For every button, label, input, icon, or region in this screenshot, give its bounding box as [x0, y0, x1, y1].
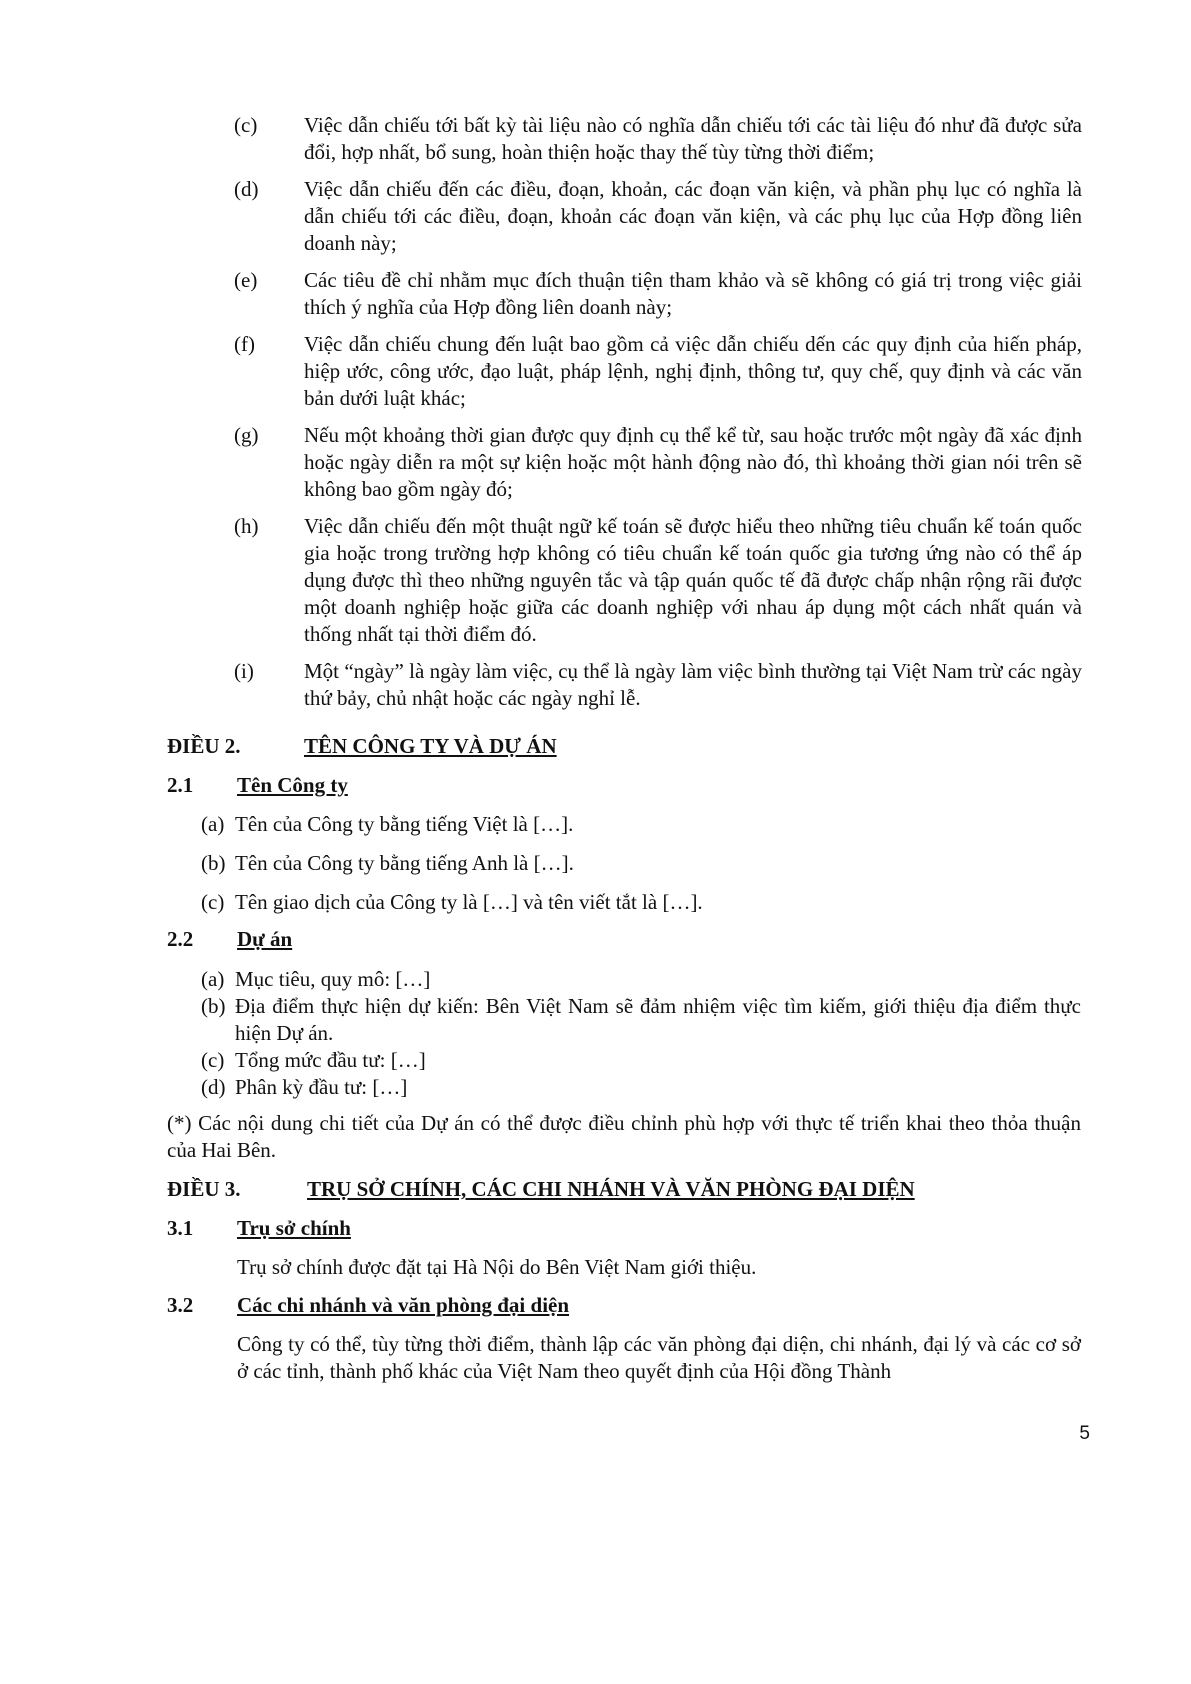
list-item: [201, 993, 1081, 1047]
item-text: Một “ngày” là ngày làm việc, cụ thể là ngày làm việc bình thường tại Việt Nam trừ các ngày thứ bảy, chủ nhật hoặc các ngày nghỉ lễ.: [304, 659, 1082, 710]
item-label: (c): [234, 113, 258, 137]
project-list: [201, 966, 1081, 1101]
item-label: (a): [201, 967, 225, 991]
section-2-2-heading: [167, 926, 292, 953]
list-item: [201, 889, 1081, 916]
company-name-list: [201, 811, 1081, 916]
section-number: 3.1: [167, 1216, 194, 1240]
item-text: Phân kỳ đầu tư: […]: [235, 1075, 408, 1099]
section-2-1-heading: [167, 772, 348, 799]
section-number: 3.2: [167, 1293, 194, 1317]
list-item: [234, 658, 1082, 712]
list-item: [234, 267, 1082, 321]
item-label: (c): [201, 1048, 225, 1072]
item-text: Việc dẫn chiếu đến các điều, đoạn, khoản, các đoạn văn kiện, và phần phụ lục có nghĩa là dẫn chiếu tới các điều, đoạn, khoản các đoạn văn kiện, và các phụ lục của Hợp đồng liên doanh này;: [304, 177, 1082, 255]
section-title: Tên Công ty: [237, 773, 348, 797]
item-label: (c): [201, 890, 225, 914]
section-number: 2.2: [167, 927, 194, 951]
item-label: (f): [234, 332, 255, 356]
article-title: TRỤ SỞ CHÍNH, CÁC CHI NHÁNH VÀ VĂN PHÒNG ĐẠI DIỆN: [307, 1177, 915, 1201]
list-item: [201, 1047, 1081, 1074]
interpretation-list: [234, 112, 1082, 722]
item-text: Việc dẫn chiếu tới bất kỳ tài liệu nào có nghĩa dẫn chiếu tới các tài liệu đó như đã được sửa đổi, hợp nhất, bổ sung, hoàn thiện hoặc thay thế tùy từng thời điểm;: [304, 113, 1082, 164]
item-text: Địa điểm thực hiện dự kiến: Bên Việt Nam sẽ đảm nhiệm việc tìm kiếm, giới thiệu địa điểm thực hiện Dự án.: [235, 994, 1081, 1045]
list-item: [234, 422, 1082, 503]
article-number: ĐIỀU 2.: [167, 734, 241, 758]
item-label: (d): [234, 177, 259, 201]
item-text: Tên của Công ty bằng tiếng Anh là […].: [235, 851, 574, 875]
item-label: (a): [201, 812, 225, 836]
item-text: Nếu một khoảng thời gian được quy định cụ thể kể từ, sau hoặc trước một ngày đã xác định hoặc ngày diễn ra một sự kiện hoặc một hành động nào đó, thì khoảng thời gian nói trên sẽ không bao gồm ngày đó;: [304, 423, 1082, 501]
item-label: (i): [234, 659, 254, 683]
item-text: Các tiêu đề chỉ nhằm mục đích thuận tiện tham khảo và sẽ không có giá trị trong việc giải thích ý nghĩa của Hợp đồng liên doanh này;: [304, 268, 1082, 319]
item-label: (e): [234, 268, 258, 292]
item-text: Việc dẫn chiếu chung đến luật bao gồm cả việc dẫn chiếu dến các quy định của hiến pháp, hiệp ước, công ước, đạo luật, pháp lệnh, nghị định, thông tư, quy chế, quy định và các văn bản dưới luật khác;: [304, 332, 1082, 410]
section-number: 2.1: [167, 773, 194, 797]
list-item: [201, 811, 1081, 838]
section-title: Dự án: [237, 927, 293, 951]
item-label: (b): [201, 994, 226, 1018]
article-number: ĐIỀU 3.: [167, 1177, 241, 1201]
list-item: [234, 176, 1082, 257]
article-3-heading: [167, 1176, 915, 1203]
list-item: [234, 331, 1082, 412]
list-item: [234, 112, 1082, 166]
item-text: Mục tiêu, quy mô: […]: [235, 967, 431, 991]
item-text: Tên giao dịch của Công ty là […] và tên viết tắt là […].: [235, 890, 703, 914]
branches-text: Công ty có thể, tùy từng thời điểm, thành lập các văn phòng đại diện, chi nhánh, đại lý và các cơ sở ở các tỉnh, thành phố khác của Việt Nam theo quyết định của Hội đồng Thành: [237, 1332, 1081, 1383]
section-title: Trụ sở chính: [237, 1216, 351, 1240]
item-label: (g): [234, 423, 259, 447]
item-text: Tổng mức đầu tư: […]: [235, 1048, 426, 1072]
project-note: (*) Các nội dung chi tiết của Dự án có thể được điều chỉnh phù hợp với thực tế triển khai theo thỏa thuận của Hai Bên.: [167, 1111, 1081, 1162]
article-2-heading: [167, 733, 557, 760]
item-label: (d): [201, 1075, 226, 1099]
section-3-2-heading: [167, 1292, 569, 1319]
item-text: Việc dẫn chiếu đến một thuật ngữ kế toán sẽ được hiểu theo những tiêu chuẩn kế toán quốc gia hoặc trong trường hợp không có tiêu chuẩn kế toán quốc gia tương ứng nào có thể áp dụng được thì theo những nguyên tắc và tập quán quốc tế đã được chấp nhận rộng rãi được một doanh nghiệp hoặc giữa các doanh nghiệp với nhau áp dụng một cách nhất quán và thống nhất tại thời điểm đó.: [304, 514, 1082, 646]
item-text: Tên của Công ty bằng tiếng Việt là […].: [235, 812, 574, 836]
list-item: [234, 513, 1082, 648]
list-item: [201, 850, 1081, 877]
section-title: Các chi nhánh và văn phòng đại diện: [237, 1293, 570, 1317]
page-number: 5: [1079, 1423, 1090, 1444]
item-label: (h): [234, 514, 259, 538]
article-title: TÊN CÔNG TY VÀ DỰ ÁN: [304, 734, 557, 758]
list-item: [201, 1074, 1081, 1101]
section-3-1-heading: [167, 1215, 351, 1242]
list-item: [201, 966, 1081, 993]
item-label: (b): [201, 851, 226, 875]
head-office-text: Trụ sở chính được đặt tại Hà Nội do Bên Việt Nam giới thiệu.: [237, 1255, 757, 1279]
